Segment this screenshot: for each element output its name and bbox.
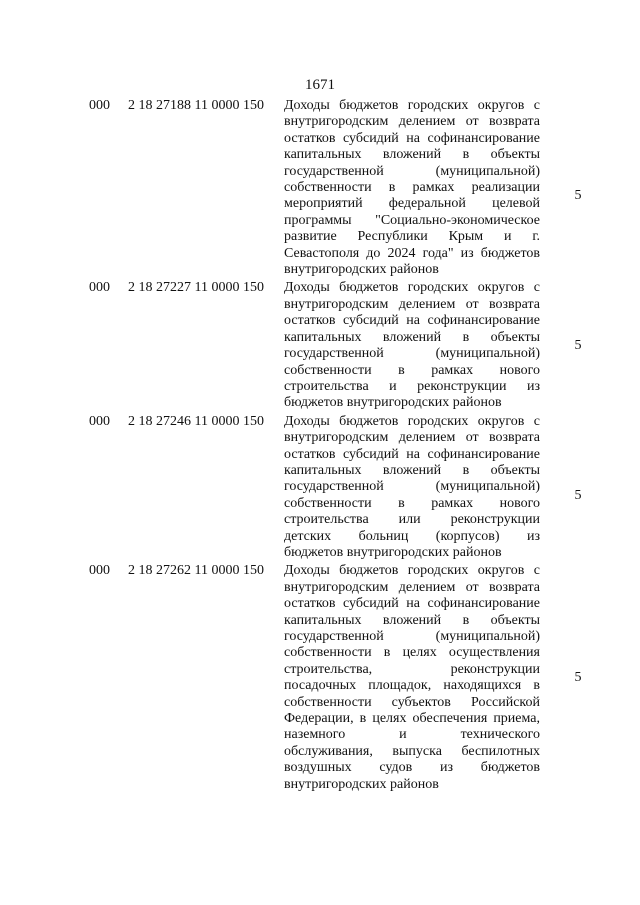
description-line: капитальных вложений в объекты xyxy=(284,147,540,163)
description-line: капитальных вложений в объекты xyxy=(284,612,540,628)
description-line: детских больниц (корпусов) из xyxy=(284,528,540,544)
description-line: внутригородским делением от возврата xyxy=(284,430,540,446)
description-line: Севастополя до 2024 года" из бюджетов xyxy=(284,245,540,261)
description-line: собственности в рамках реализации xyxy=(284,180,540,196)
description-line: наземного и технического xyxy=(284,727,540,743)
code-value: 5 xyxy=(574,487,582,503)
description-line: Доходы бюджетов городских округов с xyxy=(284,563,540,579)
description-line: остатков субсидий на софинансирование xyxy=(284,130,540,146)
admin-code: 000 xyxy=(89,563,110,579)
description-line: бюджетов внутригородских районов xyxy=(284,395,502,411)
income-description xyxy=(284,563,540,793)
table-row xyxy=(0,563,640,793)
description-line: бюджетов внутригородских районов xyxy=(284,544,502,560)
description-line: капитальных вложений в объекты xyxy=(284,329,540,345)
description-line: капитальных вложений в объекты xyxy=(284,462,540,478)
description-line: посадочных площадок, находящихся в xyxy=(284,678,540,694)
description-line: внутригородским делением от возврата xyxy=(284,114,540,130)
description-line: Доходы бюджетов городских округов с xyxy=(284,413,540,429)
budget-classification-code: 2 18 27188 11 0000 150 xyxy=(128,98,264,113)
description-line: строительства, реконструкции xyxy=(284,661,540,677)
table-row xyxy=(0,98,640,278)
description-line: остатков субсидий на софинансирование xyxy=(284,446,540,462)
page-number: 1671 xyxy=(305,77,335,93)
income-description xyxy=(284,98,540,278)
description-line: строительства и реконструкции из xyxy=(284,378,540,394)
description-line: Доходы бюджетов городских округов с xyxy=(284,98,540,113)
description-line: развитие Республики Крым и г. xyxy=(284,229,540,245)
description-line: строительства или реконструкции xyxy=(284,512,540,528)
description-line: собственности в рамках нового xyxy=(284,495,540,511)
description-line: обслуживания, выпуска беспилотных xyxy=(284,743,540,759)
budget-classification-code: 2 18 27262 11 0000 150 xyxy=(128,563,264,579)
description-line: государственной (муниципальной) xyxy=(284,479,540,495)
description-line: внутригородским делением от возврата xyxy=(284,579,540,595)
description-line: внутригородских районов xyxy=(284,262,439,278)
description-line: государственной (муниципальной) xyxy=(284,163,540,179)
description-line: Федерации, в целях обеспечения приема, xyxy=(284,711,540,727)
admin-code: 000 xyxy=(89,98,110,113)
description-line: остатков субсидий на софинансирование xyxy=(284,596,540,612)
description-line: внутригородских районов xyxy=(284,776,439,792)
code-value: 5 xyxy=(574,188,582,204)
admin-code: 000 xyxy=(89,413,110,429)
description-line: собственности в рамках нового xyxy=(284,362,540,378)
description-line: Доходы бюджетов городских округов с xyxy=(284,280,540,296)
income-description xyxy=(284,414,540,562)
description-line: мероприятий федеральной целевой xyxy=(284,196,540,212)
description-line: внутригородским делением от возврата xyxy=(284,296,540,312)
description-line: государственной (муниципальной) xyxy=(284,629,540,644)
income-description xyxy=(284,280,540,411)
description-line: собственности в целях осуществления xyxy=(284,645,540,661)
code-value: 5 xyxy=(574,337,582,353)
classification-table xyxy=(0,98,640,795)
description-line: собственности субъектов Российской xyxy=(284,694,540,710)
description-line: остатков субсидий на софинансирование xyxy=(284,313,540,329)
table-row xyxy=(0,414,640,562)
description-line: программы "Социально-экономическое xyxy=(284,212,540,228)
budget-classification-code: 2 18 27227 11 0000 150 xyxy=(128,280,264,296)
admin-code: 000 xyxy=(89,280,110,296)
code-value: 5 xyxy=(574,669,582,685)
table-row xyxy=(0,280,640,411)
description-line: воздушных судов из бюджетов xyxy=(284,760,540,776)
budget-classification-code: 2 18 27246 11 0000 150 xyxy=(128,413,264,429)
description-line: государственной (муниципальной) xyxy=(284,346,540,362)
